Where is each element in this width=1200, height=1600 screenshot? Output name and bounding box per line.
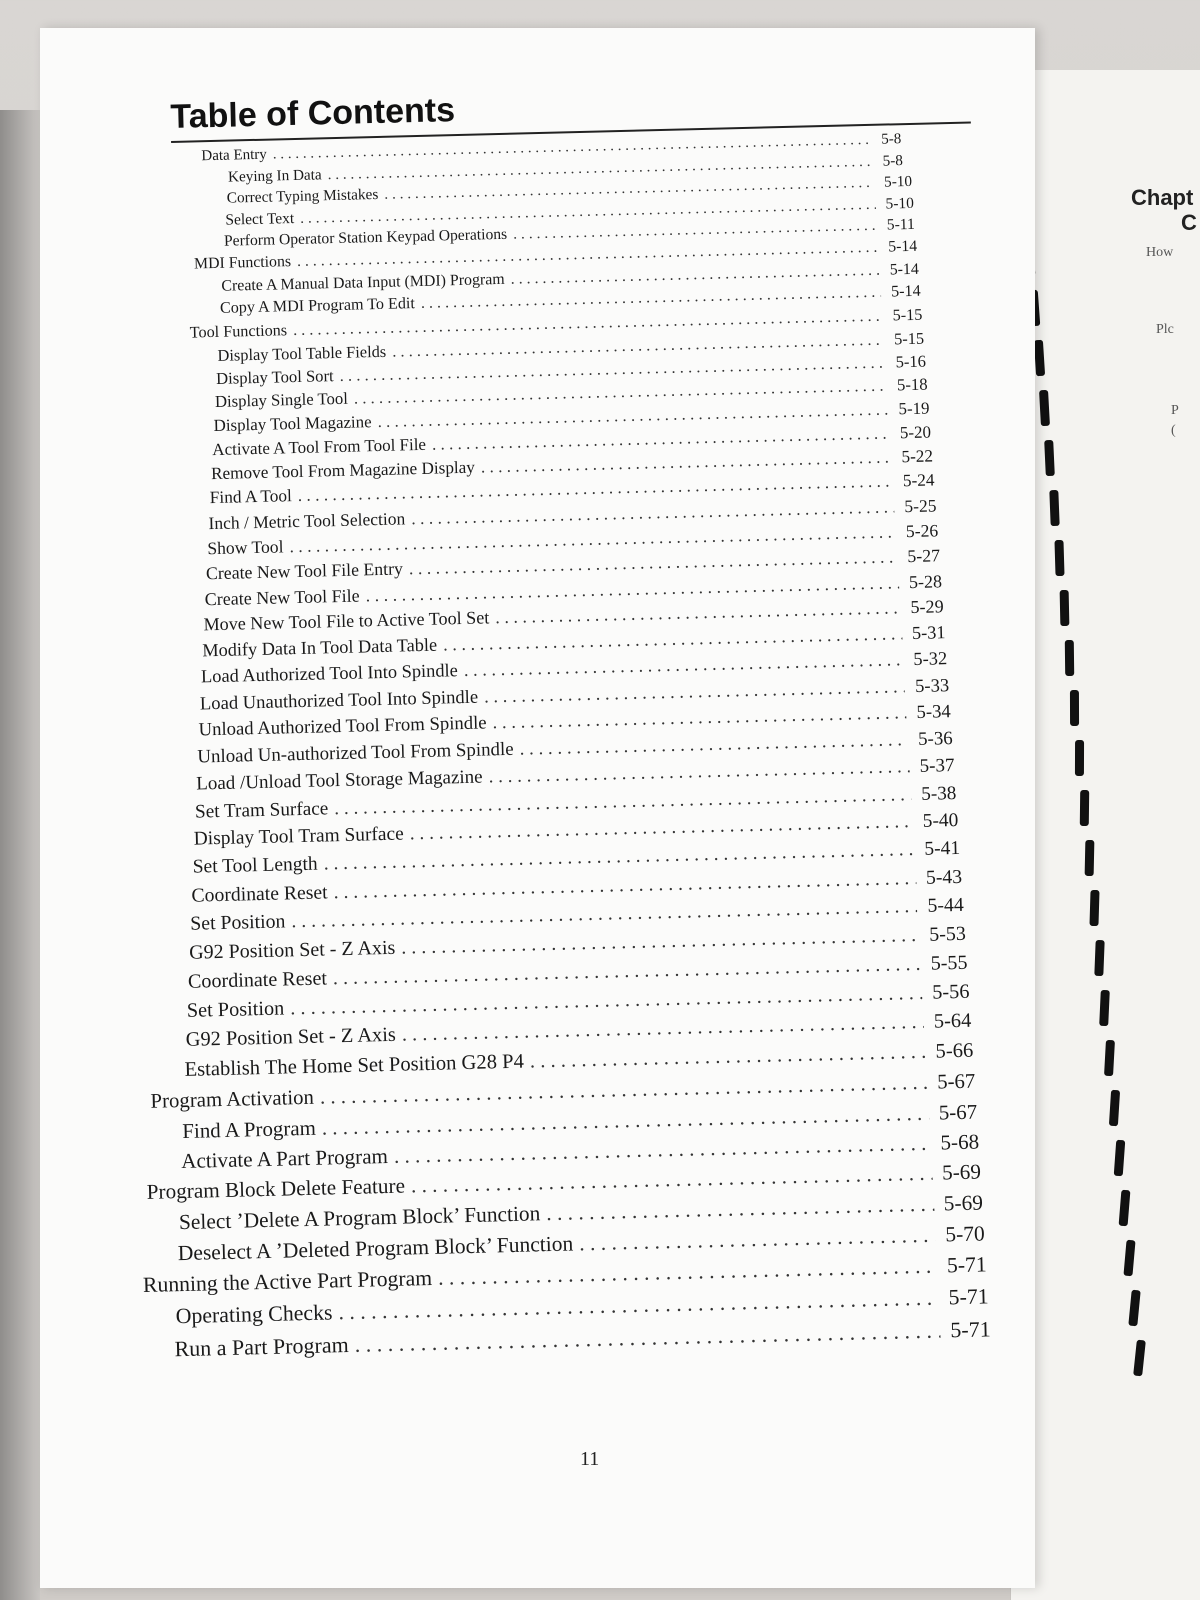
toc-entry-page: 5-31 — [911, 622, 946, 644]
toc-entry-label: Find A Tool — [209, 486, 293, 508]
toc-entry-label: Copy A MDI Program To Edit — [219, 295, 416, 317]
toc-entry-label: Display Tool Magazine — [213, 412, 372, 436]
toc-entry-page: 5-64 — [933, 1009, 972, 1033]
binding-ring — [1128, 1290, 1140, 1327]
toc-entry-label: Remove Tool From Magazine Display — [210, 457, 476, 484]
binding-ring — [1044, 440, 1055, 476]
binding-ring — [1094, 940, 1104, 976]
binder-left-edge — [0, 110, 40, 1600]
adjacent-chapter-heading: Chapt — [1131, 185, 1194, 210]
binding-ring — [1080, 790, 1089, 826]
toc-entry-page: 5-71 — [950, 1316, 991, 1343]
toc-entry-page: 5-67 — [936, 1069, 976, 1094]
toc-entry-page: 5-44 — [927, 894, 964, 918]
toc-entry-label: G92 Position Set - Z Axis — [185, 1023, 397, 1052]
binding-ring — [1049, 490, 1059, 526]
binding-ring — [1089, 890, 1099, 926]
toc-entry-label: Tool Functions — [189, 320, 288, 342]
binding-ring — [1065, 640, 1074, 676]
document-page — [40, 28, 1035, 1588]
binding-ring — [1070, 690, 1079, 726]
toc-entry-label: Move New Tool File to Active Tool Set — [203, 607, 490, 635]
toc-entry-label: Deselect A ’Deleted Program Block’ Function — [177, 1231, 574, 1266]
toc-entry-page: 5-11 — [886, 216, 916, 234]
binding-ring — [1085, 840, 1095, 876]
toc-entry-page: 5-34 — [916, 701, 952, 724]
toc-entry-label: Set Position — [186, 997, 285, 1022]
toc-entry-page: 5-33 — [914, 674, 950, 697]
binding-ring — [1114, 1140, 1126, 1177]
binding-ring — [1054, 540, 1064, 576]
toc-entry-label: Set Tool Length — [192, 853, 318, 878]
toc-entry-label: Create New Tool File Entry — [205, 558, 404, 584]
toc-entry-page: 5-19 — [898, 398, 930, 419]
adjacent-text-fragment: P — [1171, 403, 1179, 418]
toc-entry-label: G92 Position Set - Z Axis — [188, 936, 396, 964]
toc-entry-page: 5-18 — [896, 374, 928, 395]
toc-entry-page: 5-53 — [928, 922, 967, 946]
toc-entry-page: 5-8 — [881, 131, 902, 148]
toc-entry-page: 5-41 — [924, 837, 961, 860]
toc-entry-label: Activate A Tool From Tool File — [212, 434, 427, 459]
toc-entry-page: 5-67 — [938, 1099, 978, 1125]
toc-entry-label: Display Tool Table Fields — [217, 341, 387, 365]
toc-entry-page: 5-32 — [913, 648, 948, 670]
toc-entry-page: 5-26 — [905, 520, 939, 542]
page-title: Table of Contents — [170, 78, 971, 143]
toc-entry-label: Program Block Delete Feature — [146, 1173, 406, 1205]
toc-entry-page: 5-40 — [922, 810, 959, 832]
toc-entry-page: 5-15 — [893, 328, 925, 349]
toc-entry-page: 5-14 — [889, 260, 920, 279]
toc-entry-label: Operating Checks — [175, 1300, 333, 1329]
toc-entry-page: 5-68 — [940, 1129, 980, 1155]
toc-entry-label: Activate A Part Program — [180, 1143, 389, 1173]
toc-entry-page: 5-36 — [917, 728, 953, 751]
binding-ring — [1039, 390, 1050, 426]
toc-entry-label: Create New Tool File — [204, 585, 360, 609]
toc-entry-label: Find A Program — [182, 1115, 317, 1143]
toc-entry-label: Select Text — [225, 209, 295, 229]
toc-entry-label: Coordinate Reset — [187, 967, 328, 993]
toc-entry-label: Display Tool Tram Surface — [193, 823, 404, 850]
toc-entry-page: 5-69 — [941, 1159, 982, 1185]
toc-entry-page: 5-66 — [935, 1039, 974, 1063]
toc-entry-page: 5-43 — [925, 865, 963, 889]
toc-entry-page: 5-29 — [910, 596, 944, 618]
toc-entry-page: 5-25 — [904, 495, 937, 517]
adjacent-chapter-heading-2: C — [1181, 210, 1197, 235]
adjacent-text-fragment: Plc — [1156, 322, 1174, 337]
binding-ring — [1075, 740, 1084, 776]
toc-entry-page: 5-8 — [882, 152, 904, 170]
toc-entry-label: Perform Operator Station Keypad Operations — [223, 226, 508, 251]
toc-entry-label: Create A Manual Data Input (MDI) Program — [221, 270, 505, 295]
adjacent-text-fragment: How — [1146, 245, 1174, 260]
toc-entry-label: Coordinate Reset — [191, 881, 328, 907]
toc-entry-page: 5-10 — [883, 173, 913, 191]
toc-entry-label: Display Single Tool — [214, 389, 349, 412]
toc-entry-page: 5-37 — [919, 755, 955, 778]
toc-entry-page: 5-27 — [907, 545, 941, 567]
toc-entry-page: 5-70 — [945, 1221, 985, 1247]
toc-entry-page: 5-71 — [948, 1284, 989, 1310]
toc-entry-list — [142, 128, 1061, 1367]
page-number: 11 — [580, 1448, 600, 1470]
adjacent-text-fragment: ( — [1171, 423, 1176, 438]
toc-entry-label: Load /Unload Tool Storage Magazine — [196, 766, 483, 795]
toc-entry-label: Keying In Data — [227, 166, 322, 186]
binding-ring — [1133, 1340, 1146, 1377]
toc-entry-label: Show Tool — [207, 536, 284, 559]
toc-entry-page: 5-69 — [943, 1190, 984, 1216]
toc-entry-label: Select ’Delete A Program Block’ Function — [178, 1201, 541, 1235]
toc-entry-label: Unload Un-authorized Tool From Spindle — [197, 738, 514, 768]
toc-entry-page: 5-14 — [888, 238, 918, 256]
toc-entry-label: Inch / Metric Tool Selection — [208, 508, 406, 534]
toc-entry-label: Correct Typing Mistakes — [226, 186, 379, 207]
toc-entry-page: 5-16 — [895, 351, 927, 372]
toc-entry-label: Display Tool Sort — [215, 366, 334, 388]
toc-entry-page: 5-56 — [932, 980, 970, 1004]
binding-ring — [1109, 1090, 1120, 1126]
toc-entry-page: 5-38 — [920, 782, 957, 805]
toc-entry-page: 5-10 — [885, 194, 915, 213]
toc-entry-page: 5-14 — [890, 282, 921, 301]
binding-ring — [1060, 590, 1070, 626]
toc-entry-label: Running the Active Part Program — [142, 1266, 433, 1298]
toc-entry-label: Program Activation — [150, 1085, 315, 1113]
toc-entry-label: Set Position — [190, 910, 286, 936]
toc-entry-label: MDI Functions — [193, 253, 292, 273]
toc-entry-page: 5-55 — [930, 951, 968, 975]
binding-ring — [1119, 1190, 1131, 1227]
toc-entry-label: Set Tram Surface — [194, 797, 329, 823]
toc-entry-label: Load Authorized Tool Into Spindle — [200, 660, 459, 687]
binding-ring — [1104, 1040, 1115, 1076]
toc-entry-label: Modify Data In Tool Data Table — [202, 634, 438, 661]
toc-entry-page: 5-22 — [901, 446, 934, 467]
toc-entry-label: Load Unauthorized Tool Into Spindle — [199, 686, 479, 715]
binding-ring — [1099, 990, 1110, 1026]
toc-entry-page: 5-28 — [908, 570, 943, 592]
table-of-contents — [142, 77, 1061, 1367]
binding-ring — [1123, 1240, 1135, 1277]
toc-entry-label: Data Entry — [201, 146, 267, 165]
toc-entry-page: 5-15 — [892, 305, 923, 325]
toc-entry-page: 5-24 — [902, 470, 935, 491]
toc-entry-page: 5-20 — [899, 422, 932, 443]
toc-entry-label: Establish The Home Set Position G28 P4 — [184, 1050, 525, 1081]
toc-entry-page: 5-71 — [946, 1252, 987, 1278]
toc-entry-label: Run a Part Program — [174, 1331, 349, 1361]
toc-entry-label: Unload Authorized Tool From Spindle — [198, 712, 487, 741]
